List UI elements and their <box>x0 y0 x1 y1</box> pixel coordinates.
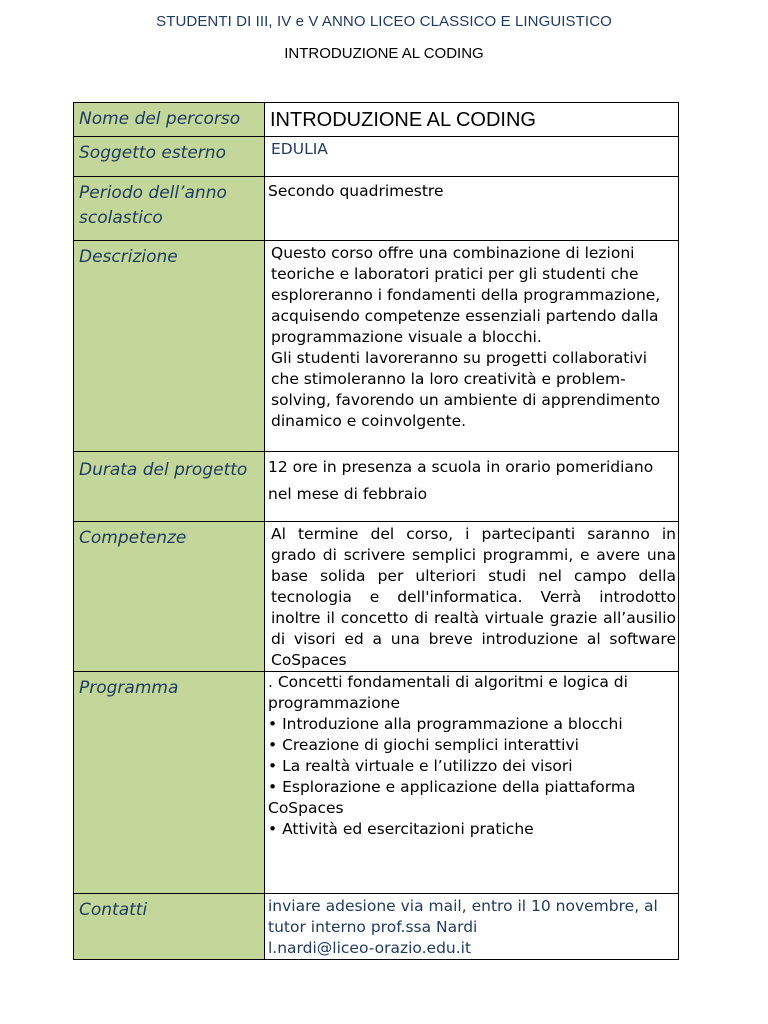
value-programma <box>265 672 679 894</box>
course-table <box>73 102 679 960</box>
row-competenze <box>74 522 679 672</box>
contatti-text: inviare adesione via mail, entro il 10 novembre, al tutor interno prof.ssa Nardi <box>268 897 658 936</box>
contatti-email[interactable]: l.nardi@liceo-orazio.edu.it <box>268 939 472 957</box>
value-periodo: Secondo quadrimestre <box>265 177 679 241</box>
row-durata <box>74 452 679 522</box>
programma-item: • Creazione di giochi semplici interattivi <box>268 736 579 754</box>
value-nome: INTRODUZIONE AL CODING <box>265 103 679 137</box>
descrizione-para2: Gli studenti lavoreranno su progetti collaborativi che stimoleranno la loro creatività e problem-solving, favorendo un ambiente di apprendimento dinamico e coinvolgente. <box>271 349 661 430</box>
label-nome: Nome del percorso <box>74 103 265 137</box>
label-descrizione: Descrizione <box>74 241 265 452</box>
row-soggetto <box>74 137 679 177</box>
row-periodo <box>74 177 679 241</box>
label-durata: Durata del progetto <box>74 452 265 522</box>
programma-item: • Attività ed esercitazioni pratiche <box>268 820 534 838</box>
row-programma <box>74 672 679 894</box>
label-soggetto: Soggetto esterno <box>74 137 265 177</box>
label-programma: Programma <box>74 672 265 894</box>
label-contatti: Contatti <box>74 894 265 960</box>
label-competenze: Competenze <box>74 522 265 672</box>
value-descrizione <box>265 241 679 452</box>
programma-item: • La realtà virtuale e l’utilizzo dei visori <box>268 757 573 775</box>
programma-item: • Esplorazione e applicazione della piattaforma CoSpaces <box>268 778 636 817</box>
value-competenze: Al termine del corso, i partecipanti saranno in grado di scrivere semplici programmi, e avere una base solida per ulteriori studi nel campo della tecnologia e dell'informatica. Verrà introdotto inoltre il concetto di realtà virtuale grazie all’ausilio di visori ed a una breve introduzione al software CoSpaces <box>265 522 679 672</box>
programma-item: • Introduzione alla programmazione a blocchi <box>268 715 623 733</box>
header-schools: STUDENTI DI III, IV e V ANNO LICEO CLASSICO E LINGUISTICO <box>156 13 612 30</box>
row-contatti <box>74 894 679 960</box>
programma-item: . Concetti fondamentali di algoritmi e logica di programmazione <box>268 673 628 712</box>
value-soggetto: EDULIA <box>265 137 679 177</box>
label-periodo: Periodo dell’anno scolastico <box>74 177 265 241</box>
row-nome <box>74 103 679 137</box>
descrizione-para1: Questo corso offre una combinazione di lezioni teoriche e laboratori pratici per gli studenti che esploreranno i fondamenti della programmazione, acquisendo competenze essenziali partendo dalla programmazione visuale a blocchi. <box>271 244 661 346</box>
value-contatti <box>265 894 679 960</box>
row-descrizione <box>74 241 679 452</box>
value-durata: 12 ore in presenza a scuola in orario pomeridiano nel mese di febbraio <box>265 452 679 522</box>
header-title: INTRODUZIONE AL CODING <box>284 45 484 62</box>
